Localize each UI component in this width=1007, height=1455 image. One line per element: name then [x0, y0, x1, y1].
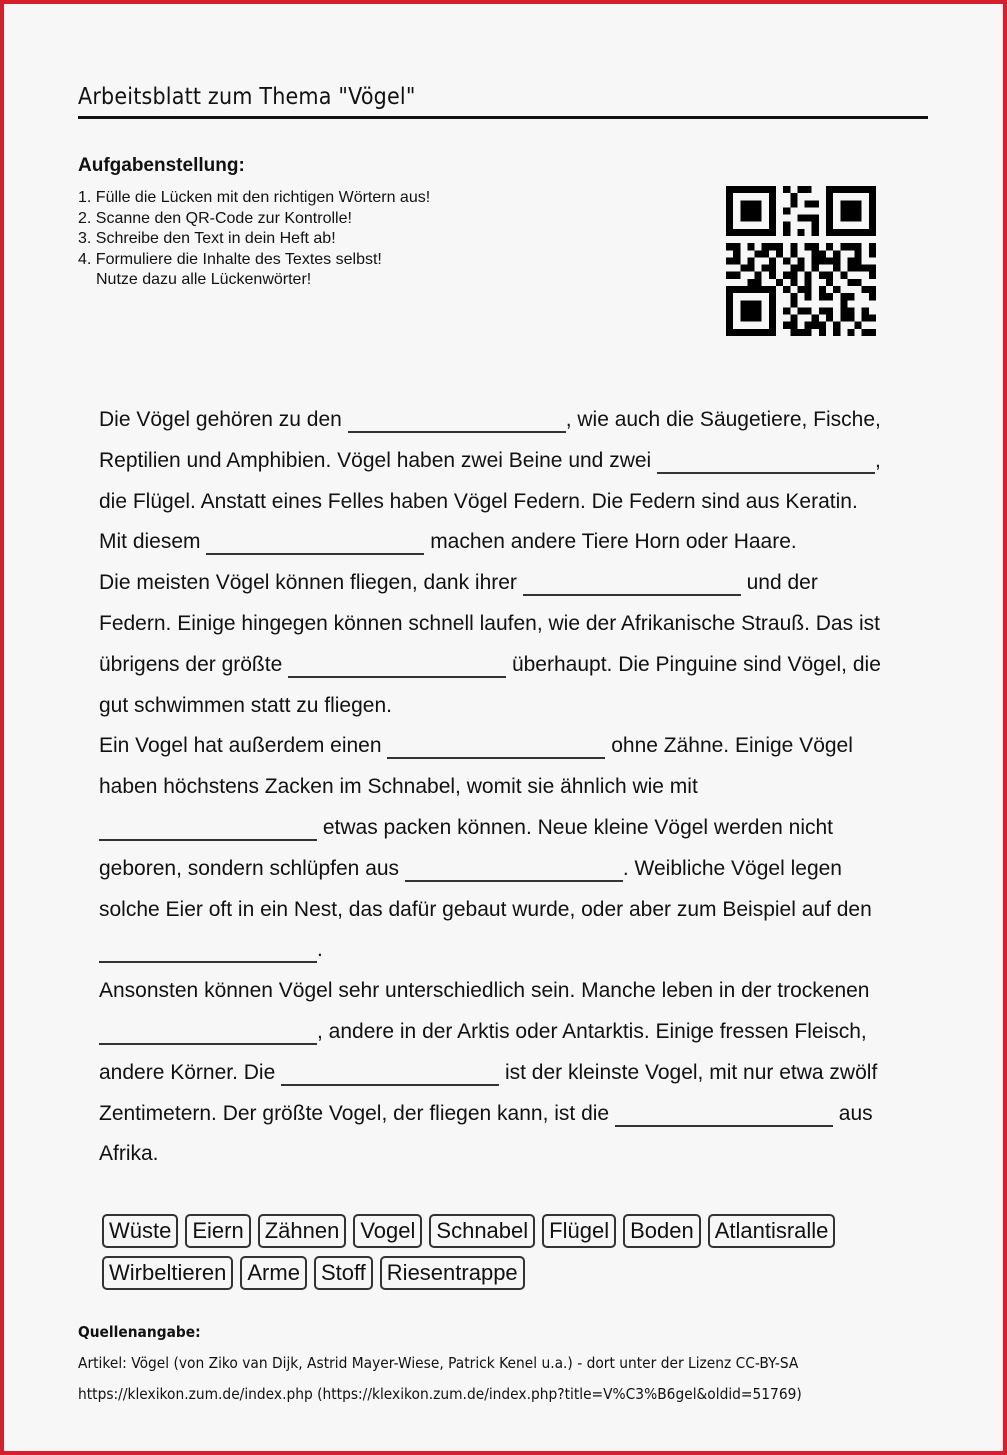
text-line	[99, 1053, 911, 1094]
word-chip: Vogel	[353, 1214, 422, 1248]
word-chip: Flügel	[542, 1214, 616, 1248]
text-segment: Federn. Einige hingegen können schnell laufen, wie der Afrikanische Strauß. Das ist	[99, 611, 880, 635]
blank-field[interactable]	[657, 452, 875, 474]
text-segment: und der	[740, 571, 818, 595]
task-list	[78, 188, 430, 291]
text-segment: , andere in der Arktis oder Antarktis. Einige fressen Fleisch,	[317, 1019, 867, 1043]
word-chip: Riesentrappe	[380, 1256, 525, 1290]
text-segment: überhaupt. Die Pinguine sind Vögel, die	[506, 652, 881, 676]
text-segment: Die Vögel gehören zu den	[99, 408, 348, 431]
text-segment: haben höchstens Zacken im Schnabel, womit sie ähnlich wie mit	[99, 775, 698, 799]
text-segment: Ansonsten können Vögel sehr unterschiedlich sein. Manche leben in der trockenen	[99, 979, 870, 1003]
text-segment: , wie auch die Säugetiere, Fische,	[565, 408, 881, 431]
blank-field[interactable]	[99, 1023, 317, 1045]
gap-text	[99, 400, 911, 1175]
text-segment: ohne Zähne. Einige Vögel	[605, 734, 853, 758]
text-segment: gut schwimmen statt zu fliegen.	[99, 693, 392, 717]
word-chip: Eiern	[185, 1214, 250, 1248]
text-line	[99, 604, 911, 645]
text-line	[99, 441, 911, 482]
title-divider	[78, 116, 928, 119]
blank-field[interactable]	[405, 860, 623, 882]
text-segment: die Flügel. Anstatt eines Felles haben Vögel Federn. Die Federn sind aus Keratin.	[99, 489, 858, 513]
text-line	[99, 1134, 911, 1175]
text-segment: solche Eier oft in ein Nest, das dafür gebaut wurde, oder aber zum Beispiel auf den	[99, 897, 872, 921]
text-segment: ist der kleinste Vogel, mit nur etwa zwölf	[499, 1060, 878, 1084]
blank-field[interactable]	[387, 737, 605, 759]
blank-field[interactable]	[206, 533, 424, 555]
text-segment: geboren, sondern schlüpfen aus	[99, 856, 405, 880]
blank-field[interactable]	[99, 819, 317, 841]
task-item: 1. Fülle die Lücken mit den richtigen Wörtern aus!	[78, 189, 431, 206]
blank-field[interactable]	[523, 574, 741, 596]
source-url[interactable]: https://klexikon.zum.de/index.php (https://klexikon.zum.de/index.php?title=V%C3%B6gel&oldid=51769)	[78, 1385, 802, 1403]
word-chip: Atlantisralle	[708, 1214, 836, 1248]
text-line	[99, 971, 911, 1012]
text-segment: Die meisten Vögel können fliegen, dank ihrer	[99, 571, 523, 595]
text-line	[99, 563, 911, 604]
task-item: Nutze dazu alle Lückenwörter!	[96, 271, 312, 289]
blank-field[interactable]	[99, 941, 317, 963]
source-heading: Quellenangabe:	[78, 1323, 201, 1341]
text-segment: Afrika.	[99, 1142, 159, 1166]
text-segment: Reptilien und Amphibien. Vögel haben zwei Beine und zwei	[99, 448, 658, 472]
qr-code-icon[interactable]	[726, 186, 876, 336]
text-line	[99, 645, 911, 686]
text-line	[99, 890, 911, 931]
text-line	[99, 930, 911, 971]
text-line	[99, 808, 911, 849]
word-bank-row	[102, 1256, 842, 1290]
word-bank	[102, 1214, 842, 1298]
text-segment: übrigens der größte	[99, 652, 289, 676]
text-segment: andere Körner. Die	[99, 1060, 282, 1084]
word-chip: Wüste	[102, 1214, 178, 1248]
text-segment: Ein Vogel hat außerdem einen	[99, 734, 388, 758]
word-chip: Wirbeltieren	[102, 1256, 233, 1290]
text-line	[99, 1012, 911, 1053]
text-segment: etwas packen können. Neue kleine Vögel werden nicht	[317, 815, 833, 839]
task-heading: Aufgabenstellung:	[78, 155, 245, 176]
text-segment: ,	[875, 448, 881, 472]
word-chip: Schnabel	[429, 1214, 535, 1248]
blank-field[interactable]	[288, 656, 506, 678]
text-line	[99, 686, 911, 727]
text-line	[99, 726, 911, 767]
task-item: 2. Scanne den QR-Code zur Kontrolle!	[78, 209, 352, 227]
page-title: Arbeitsblatt zum Thema "Vögel"	[78, 84, 416, 110]
text-segment: Zentimetern. Der größte Vogel, der fliegen kann, ist die	[99, 1101, 615, 1125]
word-chip: Arme	[240, 1256, 307, 1290]
text-segment: machen andere Tiere Horn oder Haare.	[424, 530, 797, 554]
task-item: 4. Formuliere die Inhalte des Textes selbst!	[78, 250, 382, 268]
text-line	[99, 482, 911, 523]
word-chip: Boden	[623, 1214, 701, 1248]
text-line	[99, 400, 911, 441]
text-segment: Mit diesem	[99, 530, 207, 554]
task-item: 3. Schreibe den Text in dein Heft ab!	[78, 230, 336, 248]
blank-field[interactable]	[615, 1105, 833, 1127]
text-segment: aus	[832, 1101, 873, 1125]
text-line	[99, 1094, 911, 1135]
source-article: Artikel: Vögel (von Ziko van Dijk, Astrid Mayer-Wiese, Patrick Kenel u.a.) - dort unter der Lizenz CC-BY-SA	[78, 1354, 799, 1372]
text-line	[99, 522, 911, 563]
text-line	[99, 767, 911, 808]
text-segment: . Weibliche Vögel legen	[622, 856, 842, 880]
text-line	[99, 849, 911, 890]
blank-field[interactable]	[281, 1064, 499, 1086]
word-chip: Zähnen	[258, 1214, 347, 1248]
blank-field[interactable]	[348, 411, 566, 433]
word-chip: Stoff	[314, 1256, 373, 1290]
text-segment: .	[317, 938, 323, 962]
word-bank-row	[102, 1214, 842, 1248]
